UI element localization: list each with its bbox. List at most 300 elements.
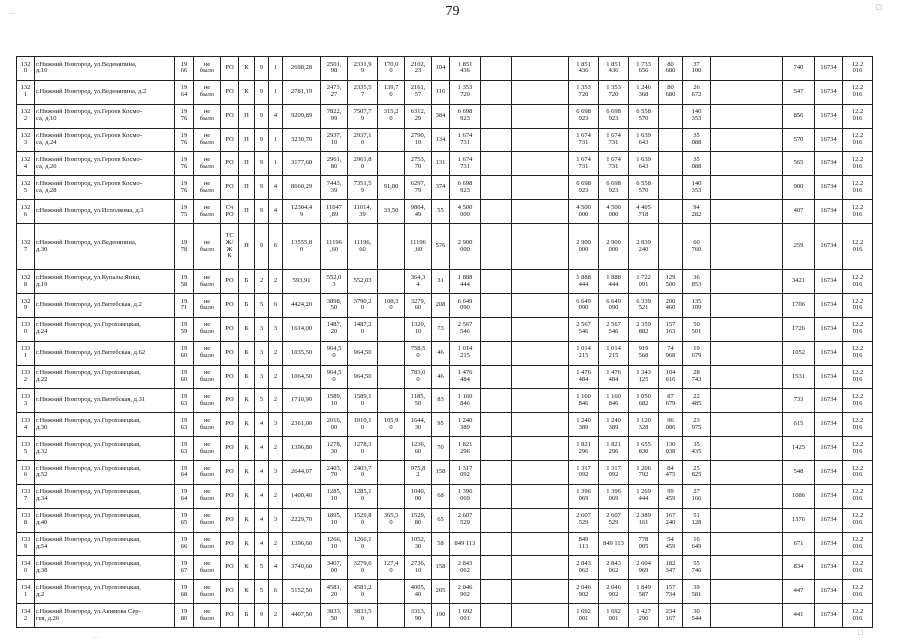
- table-cell: РО: [221, 484, 239, 508]
- table-cell: [481, 484, 512, 508]
- table-cell: [711, 389, 783, 413]
- table-cell: 1 476 484: [450, 365, 481, 389]
- table-cell: 6 339 521: [629, 293, 659, 317]
- table-cell: [711, 57, 783, 81]
- table-cell: не было: [194, 270, 221, 294]
- table-cell: [659, 128, 683, 152]
- table-cell: 552,03: [348, 270, 378, 294]
- table-row: [17, 484, 873, 508]
- table-cell: 208: [432, 293, 450, 317]
- table-cell: 6 649 090: [599, 293, 629, 317]
- table-cell: 3313, 90: [405, 604, 432, 628]
- table-cell: 1589,1 0: [348, 389, 378, 413]
- table-cell: [378, 317, 405, 341]
- table-cell: 964,5 0: [321, 341, 348, 365]
- table-cell: РО: [221, 128, 239, 152]
- table-cell: не было: [194, 224, 221, 270]
- address-cell: г.Нижний Новгород, ул.Гороховецкая, д.52: [35, 460, 175, 484]
- table-cell: 5152,50: [283, 580, 321, 604]
- table-cell: 1 476 484: [569, 365, 599, 389]
- table-cell: 133 9: [17, 532, 35, 556]
- table-cell: 134 2: [17, 604, 35, 628]
- table-cell: 2753, 70: [405, 152, 432, 176]
- address-cell: г.Нижний Новгород, ул.Гороховецкая, д.24: [35, 317, 175, 341]
- table-cell: 783,0 0: [405, 365, 432, 389]
- table-cell: 7507,7 9: [348, 104, 378, 128]
- table-cell: К: [239, 341, 255, 365]
- table-cell: 16734: [815, 270, 843, 294]
- table-cell: 31: [432, 270, 450, 294]
- address-cell: г.Нижний Новгород, ул.Гороховецкая, д.54: [35, 532, 175, 556]
- table-row: [17, 176, 873, 200]
- table-cell: [481, 317, 512, 341]
- table-cell: [378, 341, 405, 365]
- table-cell: [659, 176, 683, 200]
- table-cell: 2: [269, 389, 283, 413]
- table-cell: 99 459: [659, 484, 683, 508]
- table-cell: 19 63: [175, 413, 194, 437]
- table-cell: 1 206 792: [629, 460, 659, 484]
- table-cell: 1236, 60: [405, 437, 432, 461]
- table-cell: 6 649 090: [569, 293, 599, 317]
- table-cell: П: [239, 176, 255, 200]
- address-cell: г.Нижний Новгород, ул.Гороховецкая, д.38: [35, 556, 175, 580]
- table-cell: 132 1: [17, 80, 35, 104]
- table-cell: 19 66: [175, 532, 194, 556]
- table-cell: 1064,50: [283, 365, 321, 389]
- table-cell: 12.2 016: [843, 437, 873, 461]
- table-cell: 16734: [815, 437, 843, 461]
- table-cell: [512, 57, 569, 81]
- registry-table: [16, 56, 873, 628]
- table-cell: 6 558 570: [629, 104, 659, 128]
- table-cell: [711, 484, 783, 508]
- table-cell: [481, 270, 512, 294]
- table-cell: 19 80: [175, 604, 194, 628]
- table-cell: 1 120 328: [629, 413, 659, 437]
- table-cell: 6 698 923: [569, 104, 599, 128]
- table-cell: 2736, 10: [405, 556, 432, 580]
- corner-mark-bottom-right: □: [858, 628, 863, 637]
- table-cell: К: [239, 532, 255, 556]
- table-cell: 576: [432, 224, 450, 270]
- table-cell: 65: [432, 508, 450, 532]
- table-cell: [711, 508, 783, 532]
- table-cell: [512, 104, 569, 128]
- table-cell: 1895, 10: [321, 508, 348, 532]
- table-row: [17, 532, 873, 556]
- table-cell: 46: [432, 341, 450, 365]
- table-cell: 1 160 846: [569, 389, 599, 413]
- table-cell: 384: [432, 104, 450, 128]
- table-cell: 919 568: [629, 341, 659, 365]
- table-cell: не было: [194, 104, 221, 128]
- table-cell: 16734: [815, 413, 843, 437]
- table-cell: 134 1: [17, 580, 35, 604]
- table-cell: 1 849 587: [629, 580, 659, 604]
- table-cell: 16734: [815, 484, 843, 508]
- table-cell: 1 821 296: [450, 437, 481, 461]
- table-cell: 3: [269, 508, 283, 532]
- table-cell: 116: [432, 80, 450, 104]
- table-cell: 16734: [815, 176, 843, 200]
- table-cell: 4424,20: [283, 293, 321, 317]
- table-cell: 2937, 10: [321, 128, 348, 152]
- table-cell: 70: [432, 437, 450, 461]
- table-cell: не было: [194, 80, 221, 104]
- table-cell: 3: [255, 317, 269, 341]
- address-cell: г.Нижний Новгород, ул.Гороховецкая, д.34: [35, 484, 175, 508]
- table-cell: К: [239, 484, 255, 508]
- table-cell: 200 460: [659, 293, 683, 317]
- table-cell: 1266, 10: [321, 532, 348, 556]
- table-cell: 552,0 3: [321, 270, 348, 294]
- table-cell: [378, 532, 405, 556]
- table-cell: [512, 460, 569, 484]
- table-cell: 1 851 436: [450, 57, 481, 81]
- table-cell: 16734: [815, 293, 843, 317]
- table-cell: П: [239, 128, 255, 152]
- table-cell: 140 353: [683, 104, 711, 128]
- table-cell: 3833, 50: [321, 604, 348, 628]
- table-cell: 975,8 2: [405, 460, 432, 484]
- table-cell: 16734: [815, 365, 843, 389]
- table-cell: 132 9: [17, 293, 35, 317]
- table-cell: 51 128: [683, 508, 711, 532]
- table-cell: 1614,00: [283, 317, 321, 341]
- table-cell: 447: [783, 580, 815, 604]
- table-cell: 2961, 80: [321, 152, 348, 176]
- table-cell: 2 900 000: [599, 224, 629, 270]
- table-cell: не было: [194, 200, 221, 224]
- table-cell: 547: [783, 80, 815, 104]
- table-cell: 80 680: [659, 80, 683, 104]
- table-row: [17, 104, 873, 128]
- table-cell: [711, 200, 783, 224]
- table-cell: [481, 365, 512, 389]
- table-cell: 170,0 0: [378, 57, 405, 81]
- table-cell: 2 607 529: [569, 508, 599, 532]
- table-cell: [659, 104, 683, 128]
- table-cell: [711, 556, 783, 580]
- table-cell: не было: [194, 365, 221, 389]
- table-cell: 182 347: [659, 556, 683, 580]
- table-cell: 140 353: [683, 176, 711, 200]
- table-cell: РО: [221, 80, 239, 104]
- table-cell: К: [239, 389, 255, 413]
- table-cell: 1589, 10: [321, 389, 348, 413]
- table-cell: 4: [269, 176, 283, 200]
- table-cell: 9: [255, 128, 269, 152]
- table-cell: 2 900 000: [450, 224, 481, 270]
- table-cell: 1376: [783, 508, 815, 532]
- table-cell: 1 851 436: [569, 57, 599, 81]
- table-cell: 1487,2 0: [348, 317, 378, 341]
- table-cell: 11047 ,89: [321, 200, 348, 224]
- table-cell: [378, 484, 405, 508]
- table-cell: 1052: [783, 341, 815, 365]
- table-cell: 4 500 000: [569, 200, 599, 224]
- table-cell: 12.2 016: [843, 532, 873, 556]
- table-cell: 12.2 016: [843, 104, 873, 128]
- table-cell: 4005, 40: [405, 580, 432, 604]
- table-cell: 158: [432, 556, 450, 580]
- table-cell: 2 389 161: [629, 508, 659, 532]
- table-cell: [711, 365, 783, 389]
- table-cell: 16734: [815, 556, 843, 580]
- table-cell: [512, 224, 569, 270]
- table-cell: 12.2 016: [843, 80, 873, 104]
- table-cell: 1 014 215: [450, 341, 481, 365]
- table-cell: 7443, 39: [321, 176, 348, 200]
- table-cell: 133 8: [17, 508, 35, 532]
- table-cell: П: [239, 224, 255, 270]
- table-cell: 615: [783, 413, 815, 437]
- table-cell: К: [239, 437, 255, 461]
- address-cell: г.Нижний Новгород, ул.Героев Космо- са, д.24: [35, 128, 175, 152]
- table-cell: 6 698 923: [599, 104, 629, 128]
- table-cell: 12.2 016: [843, 460, 873, 484]
- table-cell: 23 975: [683, 413, 711, 437]
- table-cell: 2: [269, 604, 283, 628]
- table-cell: 134 0: [17, 556, 35, 580]
- table-cell: 2: [269, 532, 283, 556]
- table-cell: 2 607 529: [599, 508, 629, 532]
- table-cell: [378, 604, 405, 628]
- table-cell: 132 8: [17, 270, 35, 294]
- table-cell: [481, 224, 512, 270]
- table-cell: 365,3 0: [378, 508, 405, 532]
- table-cell: [512, 270, 569, 294]
- table-cell: 1531: [783, 365, 815, 389]
- table-cell: 2161, 57: [405, 80, 432, 104]
- table-cell: РО: [221, 57, 239, 81]
- table-cell: 407: [783, 200, 815, 224]
- table-cell: [481, 128, 512, 152]
- table-cell: 94 282: [683, 200, 711, 224]
- table-cell: 259: [783, 224, 815, 270]
- table-cell: [512, 152, 569, 176]
- table-cell: 12.2 016: [843, 224, 873, 270]
- registry-body: [17, 57, 873, 628]
- table-cell: 205: [432, 580, 450, 604]
- table-cell: 1 674 731: [599, 152, 629, 176]
- table-cell: 16734: [815, 389, 843, 413]
- table-cell: 4: [269, 556, 283, 580]
- table-cell: 1 427 290: [629, 604, 659, 628]
- table-cell: 2: [269, 341, 283, 365]
- table-row: [17, 317, 873, 341]
- table-cell: 50 501: [683, 317, 711, 341]
- table-cell: [512, 437, 569, 461]
- table-cell: 133 3: [17, 389, 35, 413]
- table-cell: 1726: [783, 317, 815, 341]
- table-cell: 1285,1 0: [348, 484, 378, 508]
- table-cell: 190: [432, 604, 450, 628]
- table-cell: ТС Ж/ Ж К: [221, 224, 239, 270]
- table-cell: 2 843 062: [450, 556, 481, 580]
- table-cell: 133 2: [17, 365, 35, 389]
- table-cell: [659, 152, 683, 176]
- table-cell: К: [239, 508, 255, 532]
- table-cell: 1 317 092: [599, 460, 629, 484]
- table-cell: 2: [269, 437, 283, 461]
- table-cell: 35 088: [683, 128, 711, 152]
- table-cell: 1 396 069: [450, 484, 481, 508]
- table-cell: 2: [269, 270, 283, 294]
- table-cell: [378, 224, 405, 270]
- table-cell: 6 698 923: [450, 176, 481, 200]
- table-cell: 2781,19: [283, 80, 321, 104]
- table-cell: 19 59: [175, 317, 194, 341]
- table-cell: 3421: [783, 270, 815, 294]
- table-cell: [711, 152, 783, 176]
- table-cell: 1: [269, 80, 283, 104]
- table-cell: 4: [255, 532, 269, 556]
- table-cell: 55 746: [683, 556, 711, 580]
- table-cell: 132 5: [17, 176, 35, 200]
- table-cell: 1185, 50: [405, 389, 432, 413]
- table-cell: 2 607 529: [450, 508, 481, 532]
- table-cell: 16734: [815, 80, 843, 104]
- table-cell: 1 476 484: [599, 365, 629, 389]
- table-cell: 19 76: [175, 152, 194, 176]
- table-cell: 1 692 001: [450, 604, 481, 628]
- table-cell: 3740,60: [283, 556, 321, 580]
- table-cell: 19 76: [175, 104, 194, 128]
- table-cell: 9: [255, 57, 269, 81]
- table-cell: 54 459: [659, 532, 683, 556]
- table-cell: [512, 604, 569, 628]
- table-cell: 9209,89: [283, 104, 321, 128]
- table-cell: 16734: [815, 460, 843, 484]
- table-cell: 12.2 016: [843, 317, 873, 341]
- table-cell: 37 100: [683, 57, 711, 81]
- table-cell: 12.2 016: [843, 293, 873, 317]
- table-cell: 132 7: [17, 224, 35, 270]
- table-cell: [378, 365, 405, 389]
- table-cell: 2937,1 0: [348, 128, 378, 152]
- table-cell: [481, 341, 512, 365]
- table-cell: 1278,3 0: [348, 437, 378, 461]
- table-cell: 6 649 090: [450, 293, 481, 317]
- table-cell: 39 581: [683, 580, 711, 604]
- table-cell: 2 604 969: [629, 556, 659, 580]
- table-cell: 2 359 882: [629, 317, 659, 341]
- table-cell: 12.2 016: [843, 57, 873, 81]
- table-cell: 4: [255, 460, 269, 484]
- table-cell: [711, 437, 783, 461]
- table-cell: 1: [269, 128, 283, 152]
- table-row: [17, 152, 873, 176]
- table-cell: 671: [783, 532, 815, 556]
- table-cell: 6: [269, 224, 283, 270]
- table-cell: 2 567 546: [450, 317, 481, 341]
- table-cell: 3279,6 0: [348, 556, 378, 580]
- table-cell: [711, 104, 783, 128]
- table-cell: 16734: [815, 57, 843, 81]
- table-cell: 4: [255, 437, 269, 461]
- table-cell: 1266,1 0: [348, 532, 378, 556]
- table-cell: 964,50: [348, 365, 378, 389]
- table-cell: 132 2: [17, 104, 35, 128]
- table-cell: [512, 508, 569, 532]
- table-cell: 1 240 389: [599, 413, 629, 437]
- table-cell: 1 639 643: [629, 128, 659, 152]
- table-cell: 1 674 731: [569, 152, 599, 176]
- table-cell: К: [239, 413, 255, 437]
- table-cell: [481, 389, 512, 413]
- table-cell: 1 888 444: [599, 270, 629, 294]
- table-cell: 127,4 0: [378, 556, 405, 580]
- table-cell: 60 760: [683, 224, 711, 270]
- table-cell: 1 821 296: [569, 437, 599, 461]
- table-cell: 1 240 389: [450, 413, 481, 437]
- table-cell: 1 353 720: [599, 80, 629, 104]
- table-cell: 1 246 368: [629, 80, 659, 104]
- table-cell: 1 396 069: [569, 484, 599, 508]
- table-cell: [512, 389, 569, 413]
- table-cell: [512, 317, 569, 341]
- address-cell: г.Нижний Новгород, ул.Витебская, д.2: [35, 293, 175, 317]
- table-cell: 27 166: [683, 484, 711, 508]
- address-cell: г.Нижний Новгород, ул.Витебская, д.62: [35, 341, 175, 365]
- table-cell: 132 3: [17, 128, 35, 152]
- table-cell: 16 649: [683, 532, 711, 556]
- table-cell: 315,2 0: [378, 104, 405, 128]
- table-cell: 1086: [783, 484, 815, 508]
- table-cell: 364,3 4: [405, 270, 432, 294]
- table-cell: РО: [221, 508, 239, 532]
- table-cell: 133 5: [17, 437, 35, 461]
- table-row: [17, 80, 873, 104]
- table-cell: 1 050 682: [629, 389, 659, 413]
- table-cell: 4: [255, 413, 269, 437]
- table-cell: 1 343 125: [629, 365, 659, 389]
- table-cell: 1396,80: [283, 437, 321, 461]
- table-cell: 19 76: [175, 176, 194, 200]
- table-cell: [481, 460, 512, 484]
- table-cell: 1706: [783, 293, 815, 317]
- table-cell: не было: [194, 437, 221, 461]
- table-cell: 6: [269, 580, 283, 604]
- table-cell: [378, 437, 405, 461]
- table-cell: 83: [432, 389, 450, 413]
- table-cell: 4 405 718: [629, 200, 659, 224]
- table-cell: 139,7 0: [378, 80, 405, 104]
- table-cell: 1529,8 0: [348, 508, 378, 532]
- table-cell: РО: [221, 437, 239, 461]
- table-cell: 2961,8 0: [348, 152, 378, 176]
- table-cell: 26 672: [683, 80, 711, 104]
- table-cell: 11014, 39: [348, 200, 378, 224]
- table-cell: 4: [255, 484, 269, 508]
- table-row: [17, 556, 873, 580]
- table-cell: [711, 580, 783, 604]
- address-cell: г.Нижний Новгород, ул.Гороховецкая, д.22: [35, 365, 175, 389]
- table-cell: 157 163: [659, 317, 683, 341]
- table-cell: РО: [221, 341, 239, 365]
- address-cell: г.Нижний Новгород, ул.Акимова Сер- гея, д.26: [35, 604, 175, 628]
- table-cell: [378, 580, 405, 604]
- table-cell: 11196 ,60: [321, 224, 348, 270]
- table-cell: 16734: [815, 104, 843, 128]
- table-cell: 1 692 001: [599, 604, 629, 628]
- table-cell: [378, 389, 405, 413]
- table-cell: 12.2 016: [843, 556, 873, 580]
- table-row: [17, 293, 873, 317]
- table-cell: 4581, 20: [321, 580, 348, 604]
